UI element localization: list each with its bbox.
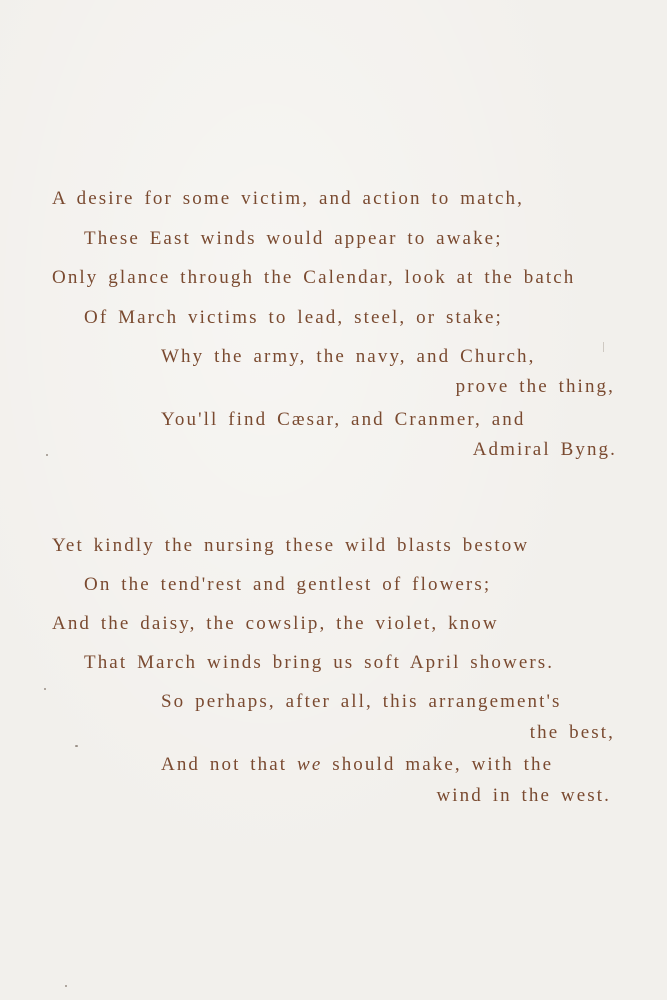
poem-text: should make, with the — [322, 754, 554, 775]
poem-line: Why the army, the navy, and Church, — [161, 346, 536, 367]
poem-line: wind in the west. — [436, 785, 611, 806]
poem-line: Admiral Byng. — [472, 439, 617, 460]
poem-line: So perhaps, after all, this arrangement's — [161, 691, 562, 712]
poem-line: You'll find Cæsar, and Cranmer, and — [161, 409, 526, 430]
poem-line: Of March victims to lead, steel, or stake; — [84, 307, 503, 328]
poem-text: And not that — [161, 754, 298, 775]
paper-speck — [46, 454, 48, 456]
paper-speck — [44, 688, 46, 690]
poem-line: On the tend'rest and gentlest of flowers; — [84, 574, 492, 595]
poem-line: prove the thing, — [455, 376, 615, 397]
poem-line: And the daisy, the cowslip, the violet, know — [52, 613, 499, 634]
poem-line: That March winds bring us soft April showers. — [84, 652, 555, 673]
paper-speck — [65, 985, 67, 987]
paper-mark — [603, 342, 604, 352]
poem-line — [161, 755, 553, 774]
poem-emphasis: we — [297, 754, 323, 775]
paper-speck — [75, 745, 78, 747]
poem-line: A desire for some victim, and action to match, — [52, 188, 525, 209]
poem-line: Yet kindly the nursing these wild blasts bestow — [52, 535, 530, 556]
poem-line: These East winds would appear to awake; — [84, 228, 503, 249]
poem-line: the best, — [529, 722, 615, 743]
poem-line: Only glance through the Calendar, look at the batch — [52, 267, 576, 288]
